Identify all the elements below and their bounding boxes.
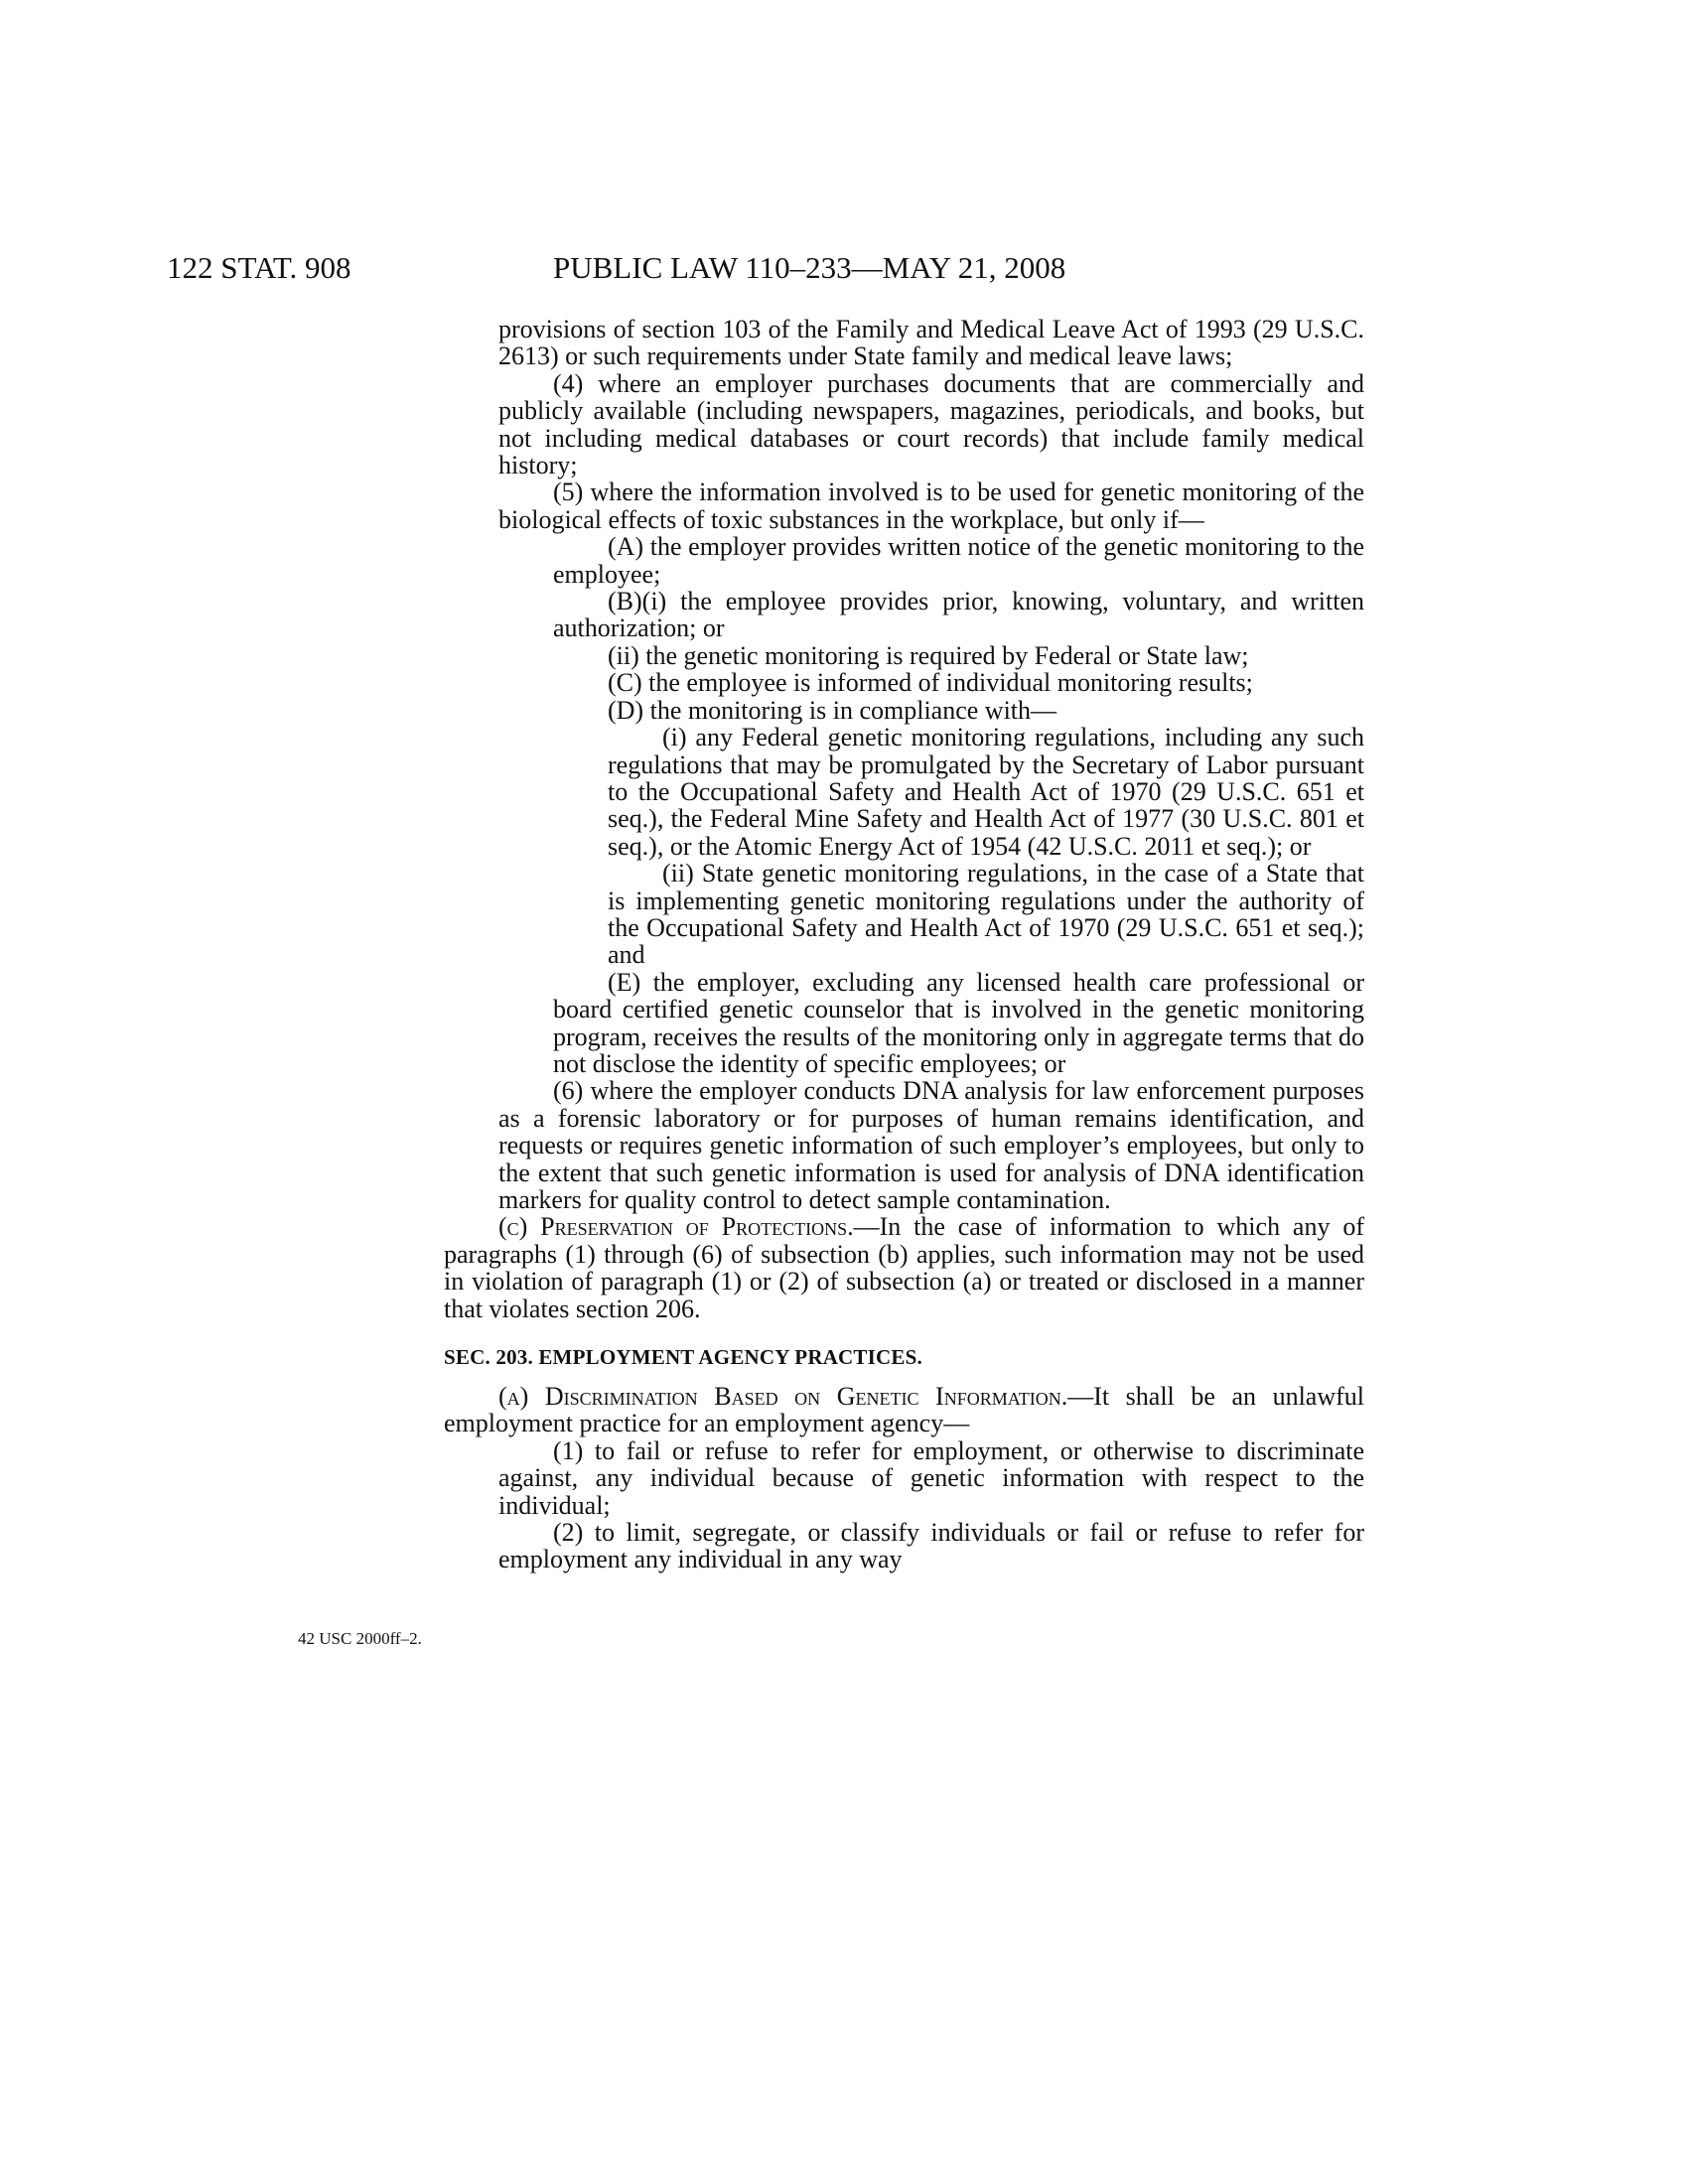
clause-d-i: (i) any Federal genetic monitoring regulations, including any such regulations that may be promulgated by the Secretary of Labor pursuant to the Occupational Safety and Health Act of 1970 (29 U.S.C. 651 et seq.), the Federal Mine Safety and Health Act of 1977 (30 U.S.C. 801 et seq.), or the Atomic Energy Act of 1954 (42 U.S.C. 2011 et seq.); or bbox=[608, 723, 1364, 861]
section-heading: SEC. 203. EMPLOYMENT AGENCY PRACTICES. bbox=[444, 1345, 922, 1370]
margin-citation: 42 USC 2000ff–2. bbox=[298, 1629, 422, 1648]
paragraph-continued: provisions of section 103 of the Family and Medical Leave Act of 1993 (29 U.S.C. 2613) or such requirements under State family and medical leave laws; bbox=[498, 315, 1364, 371]
subparagraph-a: (A) the employer provides written notice of the genetic monitoring to the employee; bbox=[553, 532, 1364, 589]
subsection-c bbox=[444, 1213, 1364, 1322]
subparagraph-d: (D) the monitoring is in compliance with— bbox=[608, 695, 1057, 725]
subsection-a-text: —It shall be an unlawful employment practice for an employment agency— bbox=[444, 1382, 1364, 1438]
agency-paragraph-2: (2) to limit, segregate, or classify individuals or fail or refuse to refer for employment any individual in any way bbox=[498, 1518, 1364, 1574]
page-reference: 122 STAT. 908 bbox=[167, 250, 352, 285]
paragraph-5: (5) where the information involved is to be used for genetic monitoring of the biological effects of toxic substances in the workplace, but only if— bbox=[498, 478, 1364, 534]
paragraph-6: (6) where the employer conducts DNA analysis for law enforcement purposes as a forensic laboratory or for purposes of human remains identification, and requests or requires genetic information of such employer’s employees, but only to the extent that such genetic information is used for analysis of DNA identification markers for quality control to detect sample contamination. bbox=[498, 1076, 1364, 1214]
subparagraph-b-i: (B)(i) the employee provides prior, knowing, voluntary, and written authorization; or bbox=[553, 587, 1364, 643]
subparagraph-b-ii: (ii) the genetic monitoring is required by Federal or State law; bbox=[608, 640, 1249, 670]
running-header-title: PUBLIC LAW 110–233—MAY 21, 2008 bbox=[553, 250, 1066, 285]
statute-body bbox=[444, 315, 1364, 1574]
paragraph-4: (4) where an employer purchases documents that are commercially and publicly available (including newspapers, magazines, periodicals, and books, but not including medical databases or court records) that include family medical history; bbox=[498, 368, 1364, 480]
subsection-c-text: —In the case of information to which any of paragraphs (1) through (6) of subsection (b) applies, such information may not be used in violation of paragraph (1) or (2) of subsection (a) or treated or disclosed in a manner that violates section 206. bbox=[444, 1212, 1364, 1323]
subsection-a bbox=[444, 1383, 1364, 1437]
subsection-a-label: (a) Discrimination Based on Genetic Information. bbox=[498, 1382, 1068, 1412]
subparagraph-e: (E) the employer, excluding any licensed health care professional or board certified genetic counselor that is involved in the genetic monitoring program, receives the results of the monitoring only in aggregate terms that do not disclose the identity of specific employees; or bbox=[553, 967, 1364, 1078]
agency-paragraph-1: (1) to fail or refuse to refer for employment, or otherwise to discriminate against, any individual because of genetic information with respect to the individual; bbox=[498, 1435, 1364, 1520]
subsection-c-label: (c) Preservation of Protections. bbox=[498, 1212, 854, 1242]
clause-d-ii: (ii) State genetic monitoring regulations, in the case of a State that is implementing genetic monitoring regulations under the authority of the Occupational Safety and Health Act of 1970 (29 U.S.C. 651 et seq.); and bbox=[608, 859, 1364, 970]
subparagraph-c: (C) the employee is informed of individual monitoring results; bbox=[608, 668, 1253, 698]
